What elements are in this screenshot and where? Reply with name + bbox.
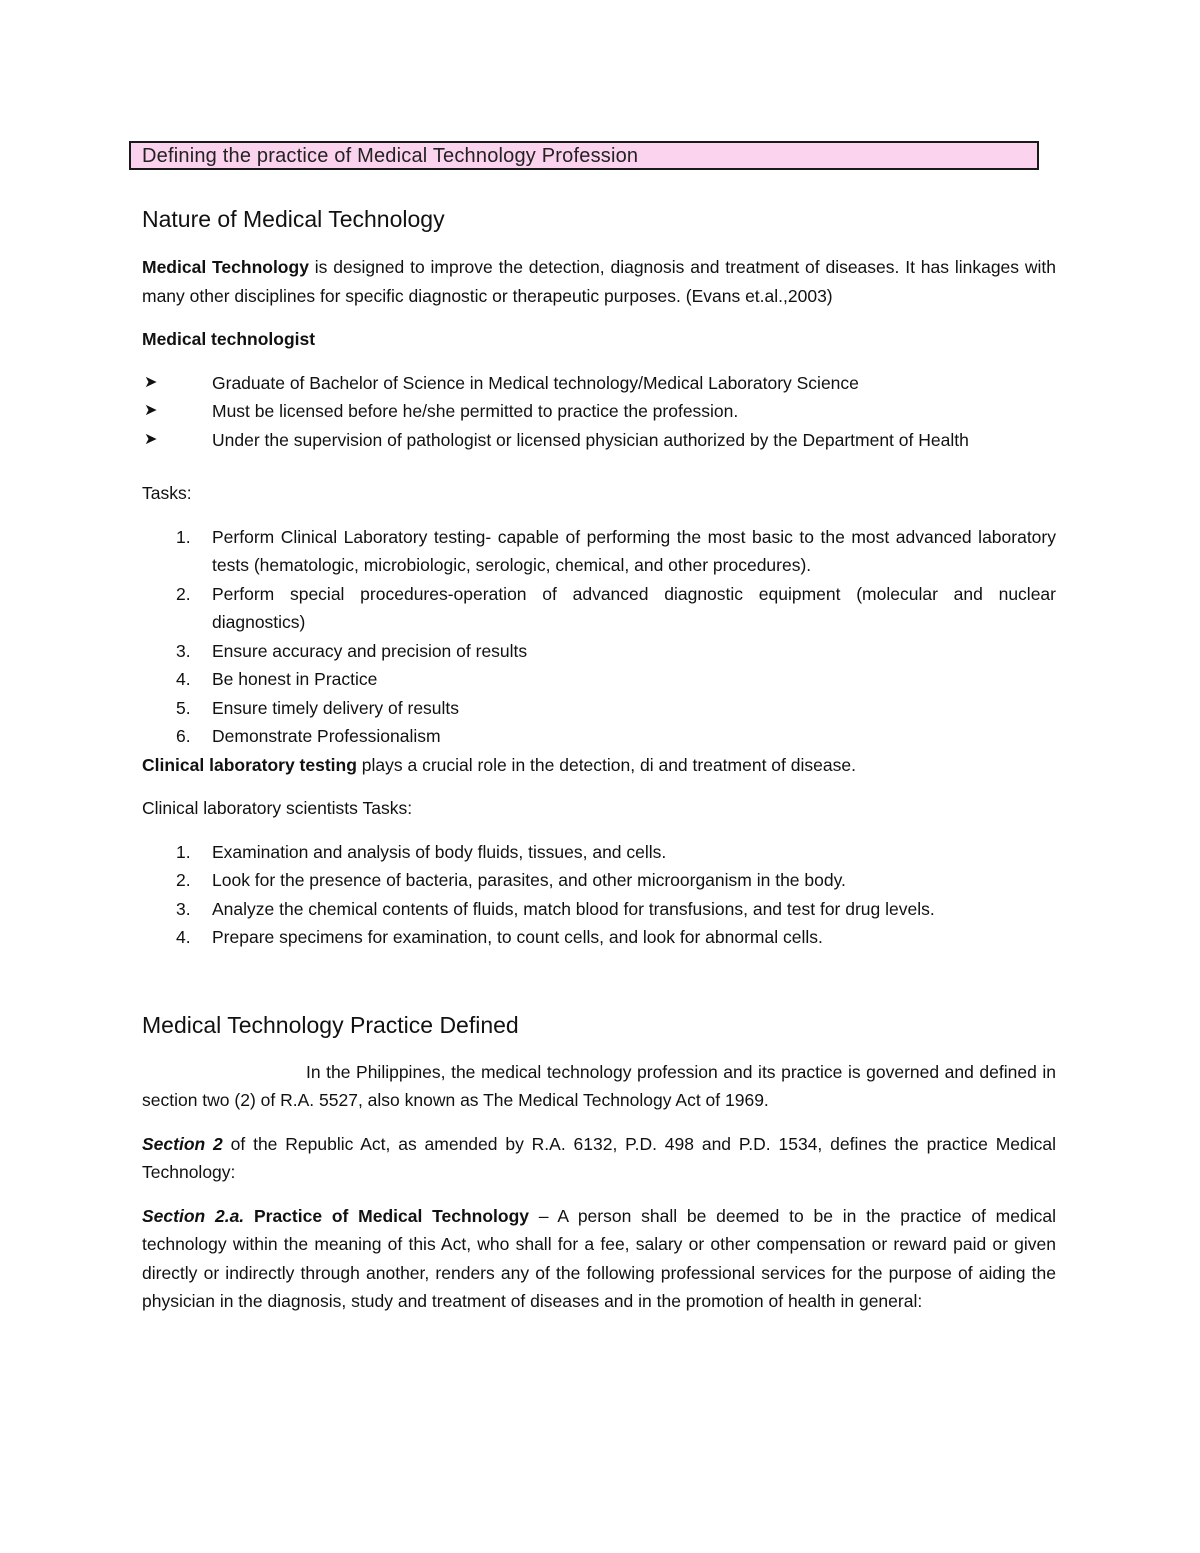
medtech-definition-text: is designed to improve the detection, diagnosis and treatment of diseases. It has linkages with many other disciplines for specific diagnostic or therapeutic purposes. (Evans et.al.,2003) xyxy=(142,257,1056,306)
medtech-term: Medical Technology xyxy=(142,257,309,277)
document-title: Defining the practice of Medical Technology Profession xyxy=(142,145,639,167)
list-item: ➤ Graduate of Bachelor of Science in Medical technology/Medical Laboratory Science xyxy=(142,369,1056,398)
technologist-heading xyxy=(142,325,1056,354)
section2a-paragraph: Section 2.a. Practice of Medical Technology – A person shall be deemed to be in the practice of medical technology within the meaning of this Act, who shall for a fee, salary or other compensation or reward paid or given directly or indirectly through another, renders any of the following professional services for the purpose of aiding the physician in the diagnosis, study and treatment of diseases and in the promotion of health in general: xyxy=(142,1205,1056,1311)
arrow-bullet-icon: ➤ xyxy=(144,373,158,391)
title-box xyxy=(129,141,1039,170)
arrow-bullet-icon: ➤ xyxy=(144,430,158,448)
clinical-testing-paragraph: Clinical laboratory testing plays a crucial role in the detection, di and treatment of disease. xyxy=(142,754,856,775)
list-item: 3. Ensure accuracy and precision of results xyxy=(176,640,528,661)
tasks-list xyxy=(142,523,1056,751)
list-item: 1. Perform Clinical Laboratory testing- capable of performing the most basic to the most advanced laboratory tests (hematologic, microbiologic, serologic, chemical, and other procedures). xyxy=(176,526,1056,575)
scientists-label: Clinical laboratory scientists Tasks: xyxy=(142,798,413,818)
tasks-label: Tasks: xyxy=(142,483,192,503)
list-item: 4. Prepare specimens for examination, to count cells, and look for abnormal cells. xyxy=(176,927,823,947)
list-item: 6. Demonstrate Professionalism xyxy=(176,726,441,746)
section-heading-nature: Nature of Medical Technology xyxy=(142,206,445,232)
list-item: 5. Ensure timely delivery of results xyxy=(176,697,460,718)
technologist-heading-text: Medical technologist xyxy=(142,329,316,349)
scientist-tasks-list xyxy=(142,838,1056,952)
technologist-list xyxy=(142,369,1056,455)
medtech-definition xyxy=(142,253,1056,310)
section-heading-practice: Medical Technology Practice Defined xyxy=(142,1011,519,1038)
list-item: ➤ Under the supervision of pathologist or licensed physician authorized by the Department of Health xyxy=(142,426,1056,455)
list-item: 4. Be honest in Practice xyxy=(176,669,378,689)
list-item: 2. Perform special procedures-operation of advanced diagnostic equipment (molecular and nuclear diagnostics) xyxy=(176,583,1056,632)
list-item: 3. Analyze the chemical contents of fluids, match blood for transfusions, and test for drug levels. xyxy=(176,898,935,919)
arrow-bullet-icon: ➤ xyxy=(144,402,158,419)
philippines-paragraph: In the Philippines, the medical technology profession and its practice is governed and defined in section two (2) of R.A. 5527, also known as The Medical Technology Act of 1969. xyxy=(142,1061,1056,1110)
list-item: 2. Look for the presence of bacteria, parasites, and other microorganism in the body. xyxy=(176,870,846,890)
section2-paragraph: Section 2 of the Republic Act, as amended by R.A. 6132, P.D. 498 and P.D. 1534, defines the practice Medical Technology: xyxy=(142,1133,1057,1182)
list-item: ➤ Must be licensed before he/she permitted to practice the profession. xyxy=(142,397,1056,426)
document-content xyxy=(142,204,1056,1316)
list-item: 1. Examination and analysis of body fluids, tissues, and cells. xyxy=(176,841,667,862)
